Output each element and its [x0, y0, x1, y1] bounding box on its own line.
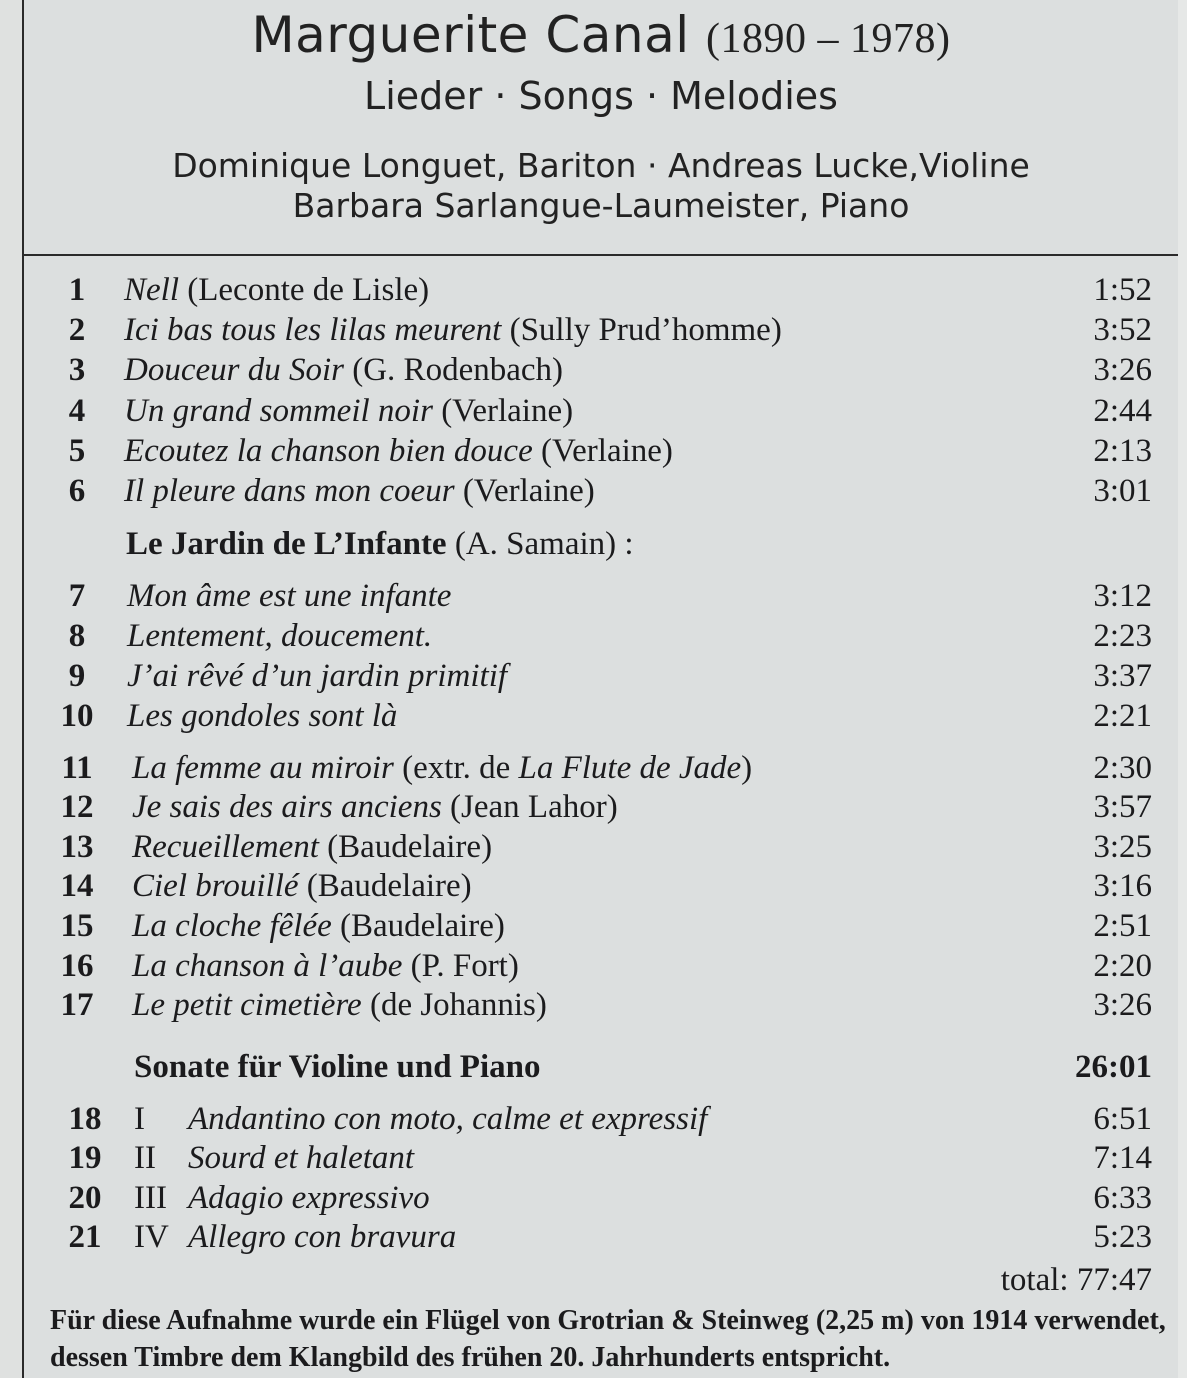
movement-title: Sourd et haletant	[188, 1140, 415, 1176]
composer-name: Marguerite Canal	[251, 6, 690, 64]
track-author: (G. Rodenbach)	[343, 352, 563, 388]
track-number: 2	[68, 312, 86, 348]
sonata-heading	[134, 1049, 1152, 1086]
booklet-card	[22, 0, 1180, 1378]
track-title-italic: La cloche fêlée	[132, 908, 332, 944]
track-title	[124, 352, 563, 389]
track-row	[24, 698, 1178, 738]
track-number: 11	[61, 750, 93, 786]
track-duration: 3:26	[1093, 352, 1152, 388]
track-duration: 1:52	[1093, 272, 1152, 308]
track-title-italic: Nell	[124, 272, 179, 308]
track-number: 12	[60, 789, 94, 825]
track-title-italic: Ici bas tous les lilas meurent	[124, 312, 502, 348]
track-title	[132, 868, 472, 905]
track-row	[24, 868, 1178, 908]
track-number: 17	[60, 987, 94, 1023]
track-title-italic: Je sais des airs anciens	[132, 789, 442, 825]
track-row	[24, 1101, 1178, 1141]
track-title	[132, 750, 752, 787]
cycle-heading	[126, 526, 634, 563]
track-author: (Verlaine)	[432, 393, 574, 429]
track-duration: 3:16	[1093, 868, 1152, 904]
track-duration: 2:44	[1093, 393, 1152, 429]
track-row	[24, 473, 1178, 513]
track-row	[24, 578, 1178, 618]
track-author: (P. Fort)	[402, 948, 519, 984]
track-title	[127, 658, 507, 695]
track-title	[124, 473, 595, 510]
note-line-2: dessen Timbre dem Klangbild des frühen 20. Jahrhunderts entspricht.	[50, 1342, 891, 1373]
track-title-italic: Mon âme est une infante	[127, 578, 452, 614]
track-row	[24, 908, 1178, 948]
track-duration: 2:13	[1093, 433, 1152, 469]
sonata-duration: 26:01	[1075, 1049, 1152, 1085]
track-number: 18	[68, 1101, 102, 1137]
track-row	[24, 352, 1178, 392]
track-number: 21	[68, 1219, 102, 1255]
track-row	[24, 1180, 1178, 1220]
track-number: 19	[68, 1140, 102, 1176]
track-title-italic: La chanson à l’aube	[132, 948, 403, 984]
track-number: 14	[60, 868, 94, 904]
track-duration: 5:23	[1093, 1219, 1152, 1255]
track-number: 3	[68, 352, 86, 388]
track-title	[124, 312, 782, 349]
track-author: (de Johannis)	[361, 987, 547, 1023]
composer-years: (1890 – 1978)	[706, 16, 951, 62]
track-row	[24, 272, 1178, 312]
track-author: (Leconte de Lisle)	[179, 272, 430, 308]
track-row	[24, 312, 1178, 352]
track-title	[132, 829, 492, 866]
track-duration: 3:57	[1093, 789, 1152, 825]
track-title-italic: Un grand sommeil noir	[124, 393, 433, 429]
track-row	[24, 829, 1178, 869]
track-title	[127, 578, 451, 615]
track-row	[24, 658, 1178, 698]
track-title-italic: Ecoutez la chanson bien douce	[124, 433, 533, 469]
track-title	[132, 987, 547, 1024]
track-duration: 2:23	[1093, 618, 1152, 654]
track-title-italic: Il pleure dans mon coeur	[124, 473, 455, 509]
page-edge	[1178, 0, 1187, 1378]
track-duration: 3:26	[1093, 987, 1152, 1023]
track-row	[24, 1140, 1178, 1180]
track-duration: 2:21	[1093, 698, 1152, 734]
track-author: (Baudelaire)	[298, 868, 472, 904]
note-line-1: Für diese Aufnahme wurde ein Flügel von Grotrian & Steinweg (2,25 m) von 1914 verwendet,	[50, 1305, 1166, 1336]
track-row	[24, 987, 1178, 1027]
track-number: 16	[60, 948, 94, 984]
track-number: 15	[60, 908, 94, 944]
composer-title	[24, 6, 1178, 64]
track-duration: 2:20	[1093, 948, 1152, 984]
track-duration: 2:51	[1093, 908, 1152, 944]
track-number: 6	[68, 473, 86, 509]
track-row	[24, 433, 1178, 473]
performers-line-1: Dominique Longuet, Bariton · Andreas Lucke,Violine	[172, 146, 1030, 185]
movement-number: IV	[134, 1219, 169, 1255]
movement-title: Andantino con moto, calme et expressif	[188, 1101, 708, 1137]
cycle-author: (A. Samain) :	[446, 526, 634, 562]
track-row	[24, 1219, 1178, 1259]
track-row	[24, 948, 1178, 988]
track-number: 4	[68, 393, 86, 429]
recording-note	[50, 1302, 1170, 1376]
track-title-italic: Les gondoles sont là	[127, 698, 398, 734]
track-title	[124, 393, 573, 430]
movement-title: Allegro con bravura	[188, 1219, 457, 1255]
track-title-italic: Recueillement	[132, 829, 319, 865]
track-duration: 7:14	[1093, 1140, 1152, 1176]
total-duration: total: 77:47	[1000, 1262, 1152, 1298]
track-row	[24, 750, 1178, 790]
track-duration: 2:30	[1093, 750, 1152, 786]
track-title-italic: J’ai rêvé d’un jardin primitif	[127, 658, 508, 694]
track-author: (Verlaine)	[454, 473, 595, 509]
track-title-italic: Le petit cimetière	[132, 987, 362, 1023]
track-title	[127, 698, 397, 735]
subtitle: Lieder · Songs · Melodies	[364, 74, 838, 118]
track-author: (Baudelaire)	[331, 908, 505, 944]
track-row	[24, 393, 1178, 433]
track-title	[127, 618, 432, 655]
track-number: 10	[60, 698, 94, 734]
track-number: 13	[60, 829, 94, 865]
sonata-title: Sonate für Violine und Piano	[134, 1049, 541, 1085]
track-row	[24, 618, 1178, 658]
track-duration: 3:37	[1093, 658, 1152, 694]
movement-number: I	[134, 1101, 145, 1137]
track-duration: 3:25	[1093, 829, 1152, 865]
track-title-italic: Ciel brouillé	[132, 868, 299, 904]
track-author: (Baudelaire)	[318, 829, 493, 865]
movement-title: Adagio expressivo	[188, 1180, 430, 1216]
track-title	[132, 908, 505, 945]
track-row	[24, 789, 1178, 829]
track-title	[132, 789, 618, 826]
track-title	[132, 948, 519, 985]
track-title-italic: Douceur du Soir	[124, 352, 344, 388]
track-number: 8	[68, 618, 86, 654]
track-number: 7	[68, 578, 86, 614]
track-author: (extr. de	[393, 750, 519, 786]
track-title	[124, 272, 429, 309]
track-number: 20	[68, 1180, 102, 1216]
track-number: 1	[68, 272, 86, 308]
cycle-title: Le Jardin de L’Infante	[126, 526, 447, 562]
track-author: (Sully Prud’homme)	[501, 312, 782, 348]
track-source: La Flute de Jade	[518, 750, 742, 786]
track-number: 5	[68, 433, 86, 469]
header	[24, 0, 1178, 256]
track-author: (Verlaine)	[532, 433, 673, 469]
track-title	[124, 433, 673, 470]
track-author-end: )	[741, 750, 753, 786]
movement-number: III	[134, 1180, 167, 1216]
performers-line-2: Barbara Sarlangue-Laumeister, Piano	[292, 186, 910, 225]
track-title-italic: Lentement, doucement.	[127, 618, 433, 654]
track-duration: 3:12	[1093, 578, 1152, 614]
track-duration: 6:51	[1093, 1101, 1152, 1137]
movement-number: II	[134, 1140, 156, 1176]
track-duration: 6:33	[1093, 1180, 1152, 1216]
track-author: (Jean Lahor)	[441, 789, 618, 825]
track-number: 9	[68, 658, 86, 694]
performers	[24, 146, 1178, 226]
track-duration: 3:52	[1093, 312, 1152, 348]
track-title-italic: La femme au miroir	[132, 750, 394, 786]
track-duration: 3:01	[1093, 473, 1152, 509]
